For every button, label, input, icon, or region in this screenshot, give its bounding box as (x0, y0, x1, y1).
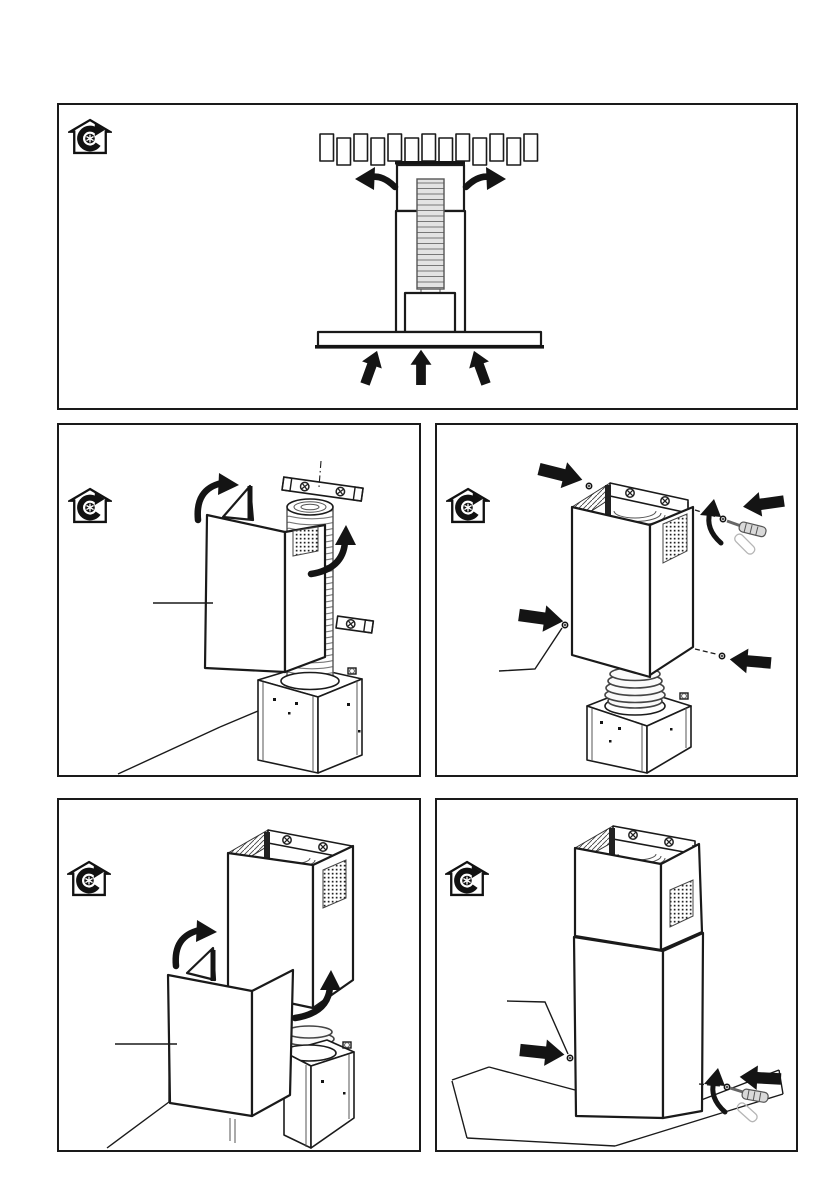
leader-line (499, 628, 562, 671)
illustration-wrap-upper-chimney (59, 425, 419, 775)
hood-body (282, 1040, 354, 1148)
chimney-lower-section (574, 933, 703, 1118)
panel-screw-upper-chimney (435, 423, 798, 777)
screwdriver-icon (730, 1088, 769, 1123)
flexible-duct (417, 179, 444, 293)
panel-overview-recirculation (57, 103, 798, 410)
push-arrow-right (741, 489, 785, 519)
push-arrow-top-left (536, 456, 586, 493)
screw-detail-right (695, 489, 786, 556)
screwdriver-icon (727, 521, 767, 556)
rotation-arrow (704, 1068, 725, 1112)
panel-screw-lower-chimney (435, 798, 798, 1152)
screw-detail-left (507, 1001, 573, 1068)
hood-collar (281, 673, 339, 690)
push-arrow-right (739, 1065, 782, 1092)
wall-bracket (610, 483, 688, 513)
panel-wrap-upper-chimney (57, 423, 421, 777)
ceiling-joists (320, 134, 538, 165)
air-out-arrow-left (355, 167, 395, 190)
illustration-wrap-lower-chimney (59, 800, 419, 1150)
floor-lines (118, 711, 258, 774)
screw-icon (586, 483, 591, 488)
recirculation-mode-icon (70, 489, 110, 522)
hood-top-clamp (680, 693, 688, 699)
recirculation-mode-icon (448, 489, 488, 522)
air-out-arrow-right (466, 167, 506, 190)
illustration-screw-lower-chimney (437, 800, 796, 1150)
air-in-arrows (355, 347, 496, 387)
hose-strap (605, 485, 611, 517)
hood-canopy (315, 332, 544, 349)
screw-detail-bottom-right (695, 647, 772, 675)
wall-bracket-upper (282, 477, 363, 501)
screw-detail-bottom-right (699, 1065, 782, 1124)
chimney-box (572, 483, 693, 677)
hood-top-clamp (348, 668, 356, 674)
wall-bracket-lower (336, 616, 373, 633)
panel-wrap-lower-chimney (57, 798, 421, 1152)
chimney-upper-section (575, 826, 702, 950)
recirculation-mode-icon (70, 120, 110, 153)
hood-edge-lines (230, 1118, 235, 1143)
illustration-recirculation-overview (59, 105, 796, 408)
rotation-arrow (700, 499, 721, 543)
wall-bracket (613, 826, 695, 854)
recirculation-mode-icon (69, 862, 109, 895)
motor-box (405, 293, 455, 332)
recirculation-mode-icon (447, 862, 487, 895)
screw-detail-left (499, 602, 568, 671)
illustration-screw-upper-chimney (437, 425, 796, 775)
vent-grille (293, 527, 318, 556)
